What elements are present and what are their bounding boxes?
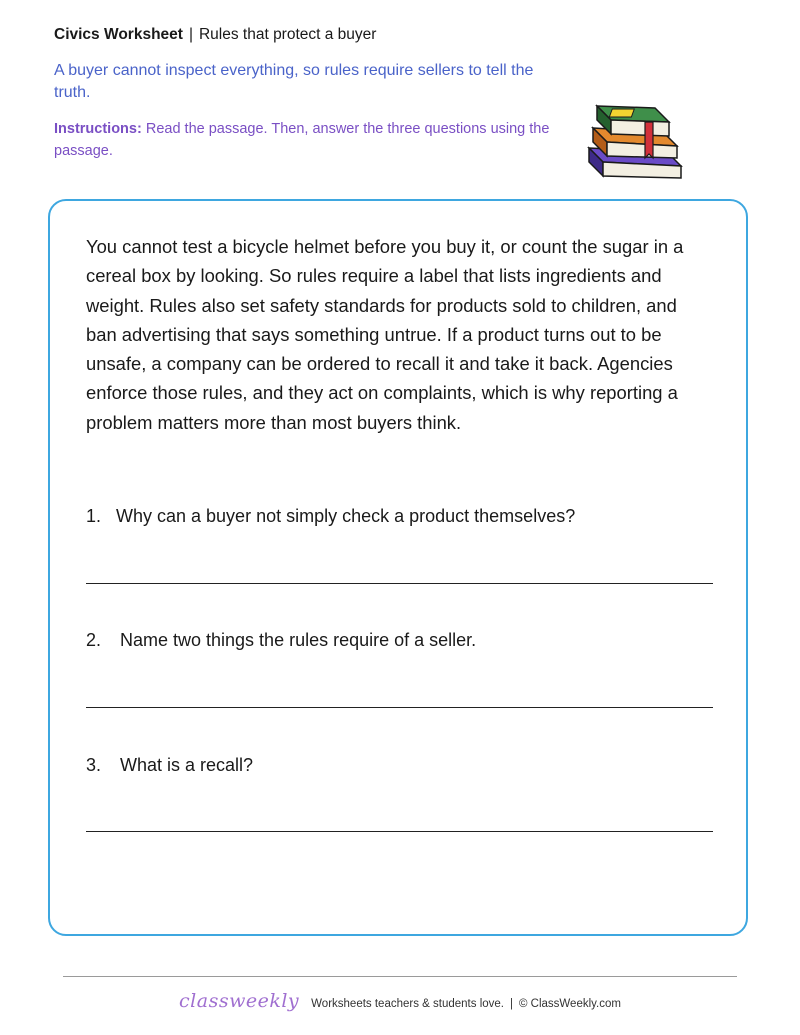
question-text: Name two things the rules require of a seller. [120, 630, 477, 650]
instructions-label: Instructions: [54, 121, 142, 137]
question-text: What is a recall? [120, 755, 254, 775]
brand-logo: classweekly [179, 990, 300, 1012]
footer-separator: | [509, 998, 513, 1010]
worksheet-title: Civics Worksheet [54, 26, 183, 43]
reading-passage: You cannot test a bicycle helmet before you buy it, or count the sugar in a cereal box by looking. So rules require a label that lists ingredients and weight. Rules also set safety standards for products sold to children, and ban advertising that says something untrue. If a product turns out to be unsafe, a company can be ordered to recall it and take it back. Agencies enforce those rules, and they act on complaints, which is why reporting a problem matters more than most buyers think. [86, 236, 684, 433]
instructions-text: Read the passage. Then, answer the three questions using the passage. [54, 121, 550, 159]
instructions [54, 118, 574, 162]
footer-copyright: © ClassWeekly.com [518, 998, 621, 1010]
question-2 [86, 630, 476, 651]
footer-divider [63, 976, 737, 977]
question-number: 1. [86, 506, 102, 526]
worksheet-header [54, 26, 376, 44]
worksheet-subtitle: A buyer cannot inspect everything, so rules require sellers to tell the truth. [54, 62, 534, 101]
question-1 [86, 506, 575, 527]
question-text: Why can a buyer not simply check a product themselves? [116, 506, 576, 526]
question-number: 2. [86, 630, 102, 650]
question-3 [86, 755, 253, 776]
answer-line-3[interactable] [86, 831, 713, 832]
stack-of-books-icon [583, 96, 687, 182]
footer [0, 990, 800, 1012]
header-separator: | [188, 26, 193, 43]
question-number: 3. [86, 755, 102, 775]
answer-line-2[interactable] [86, 707, 713, 708]
worksheet-topic: Rules that protect a buyer [198, 26, 377, 43]
answer-line-1[interactable] [86, 583, 713, 584]
footer-tagline: Worksheets teachers & students love. [311, 998, 504, 1010]
